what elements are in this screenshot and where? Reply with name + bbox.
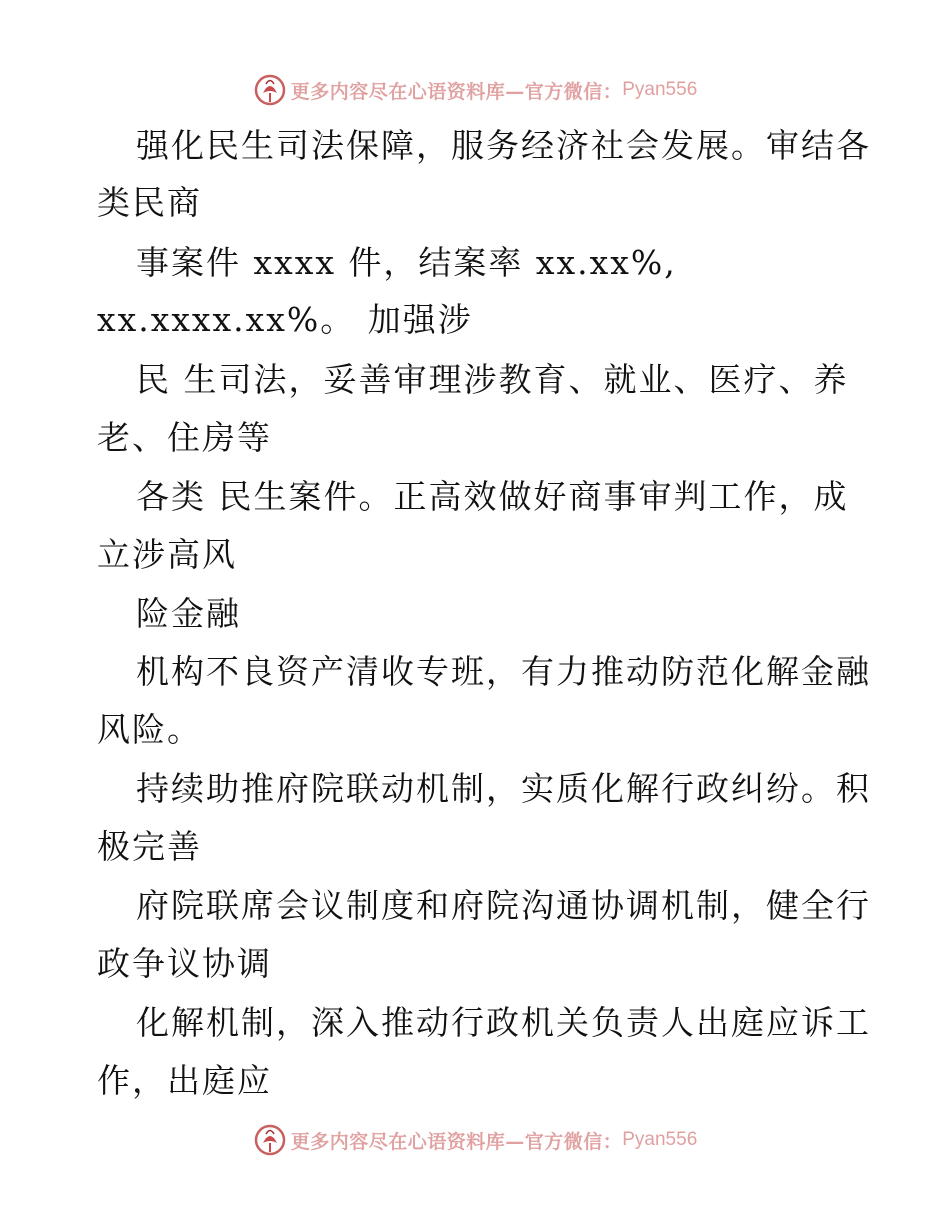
body-line: 政争议协调 [97, 944, 272, 983]
body-line: 极完善 [97, 827, 202, 866]
body-line: 事案件 xxxx 件，结案率 xx.xx%, [136, 243, 677, 282]
body-line: 持续助推府院联动机制，实质化解行政纠纷。积 [136, 769, 871, 808]
body-line: 老、住房等 [97, 418, 272, 457]
watermark-handle: Pyan556 [622, 79, 698, 100]
body-line: 险金融 [136, 594, 241, 633]
body-line: 机构不良资产清收专班，有力推动防范化解金融 [136, 652, 871, 691]
body-line: 府院联席会议制度和府院沟通协调机制，健全行 [136, 886, 871, 925]
body-line: 立涉高风 [97, 535, 237, 574]
header-watermark [0, 70, 950, 110]
tulip-logo-icon [253, 73, 287, 107]
body-line: xx.xxxx.xx%。 加强涉 [97, 300, 473, 339]
body-line: 风险。 [97, 710, 202, 749]
body-line: 各类 民生案件。正高效做好商事审判工作，成 [136, 477, 849, 516]
body-line: 民 生司法，妥善审理涉教育、就业、医疗、养 [136, 360, 849, 399]
footer-watermark [0, 1120, 950, 1160]
body-line: 作，出庭应 [97, 1061, 272, 1100]
body-line: 强化民生司法保障，服务经济社会发展。审结各 [136, 126, 871, 165]
watermark-handle: Pyan556 [622, 1129, 698, 1150]
watermark-text: 更多内容尽在心语资料库—官方微信： [290, 1130, 623, 1153]
watermark-text: 更多内容尽在心语资料库—官方微信： [290, 80, 623, 103]
body-line: 类民商 [97, 183, 202, 222]
tulip-logo-icon [253, 1123, 287, 1157]
body-line: 化解机制，深入推动行政机关负责人出庭应诉工 [136, 1003, 871, 1042]
